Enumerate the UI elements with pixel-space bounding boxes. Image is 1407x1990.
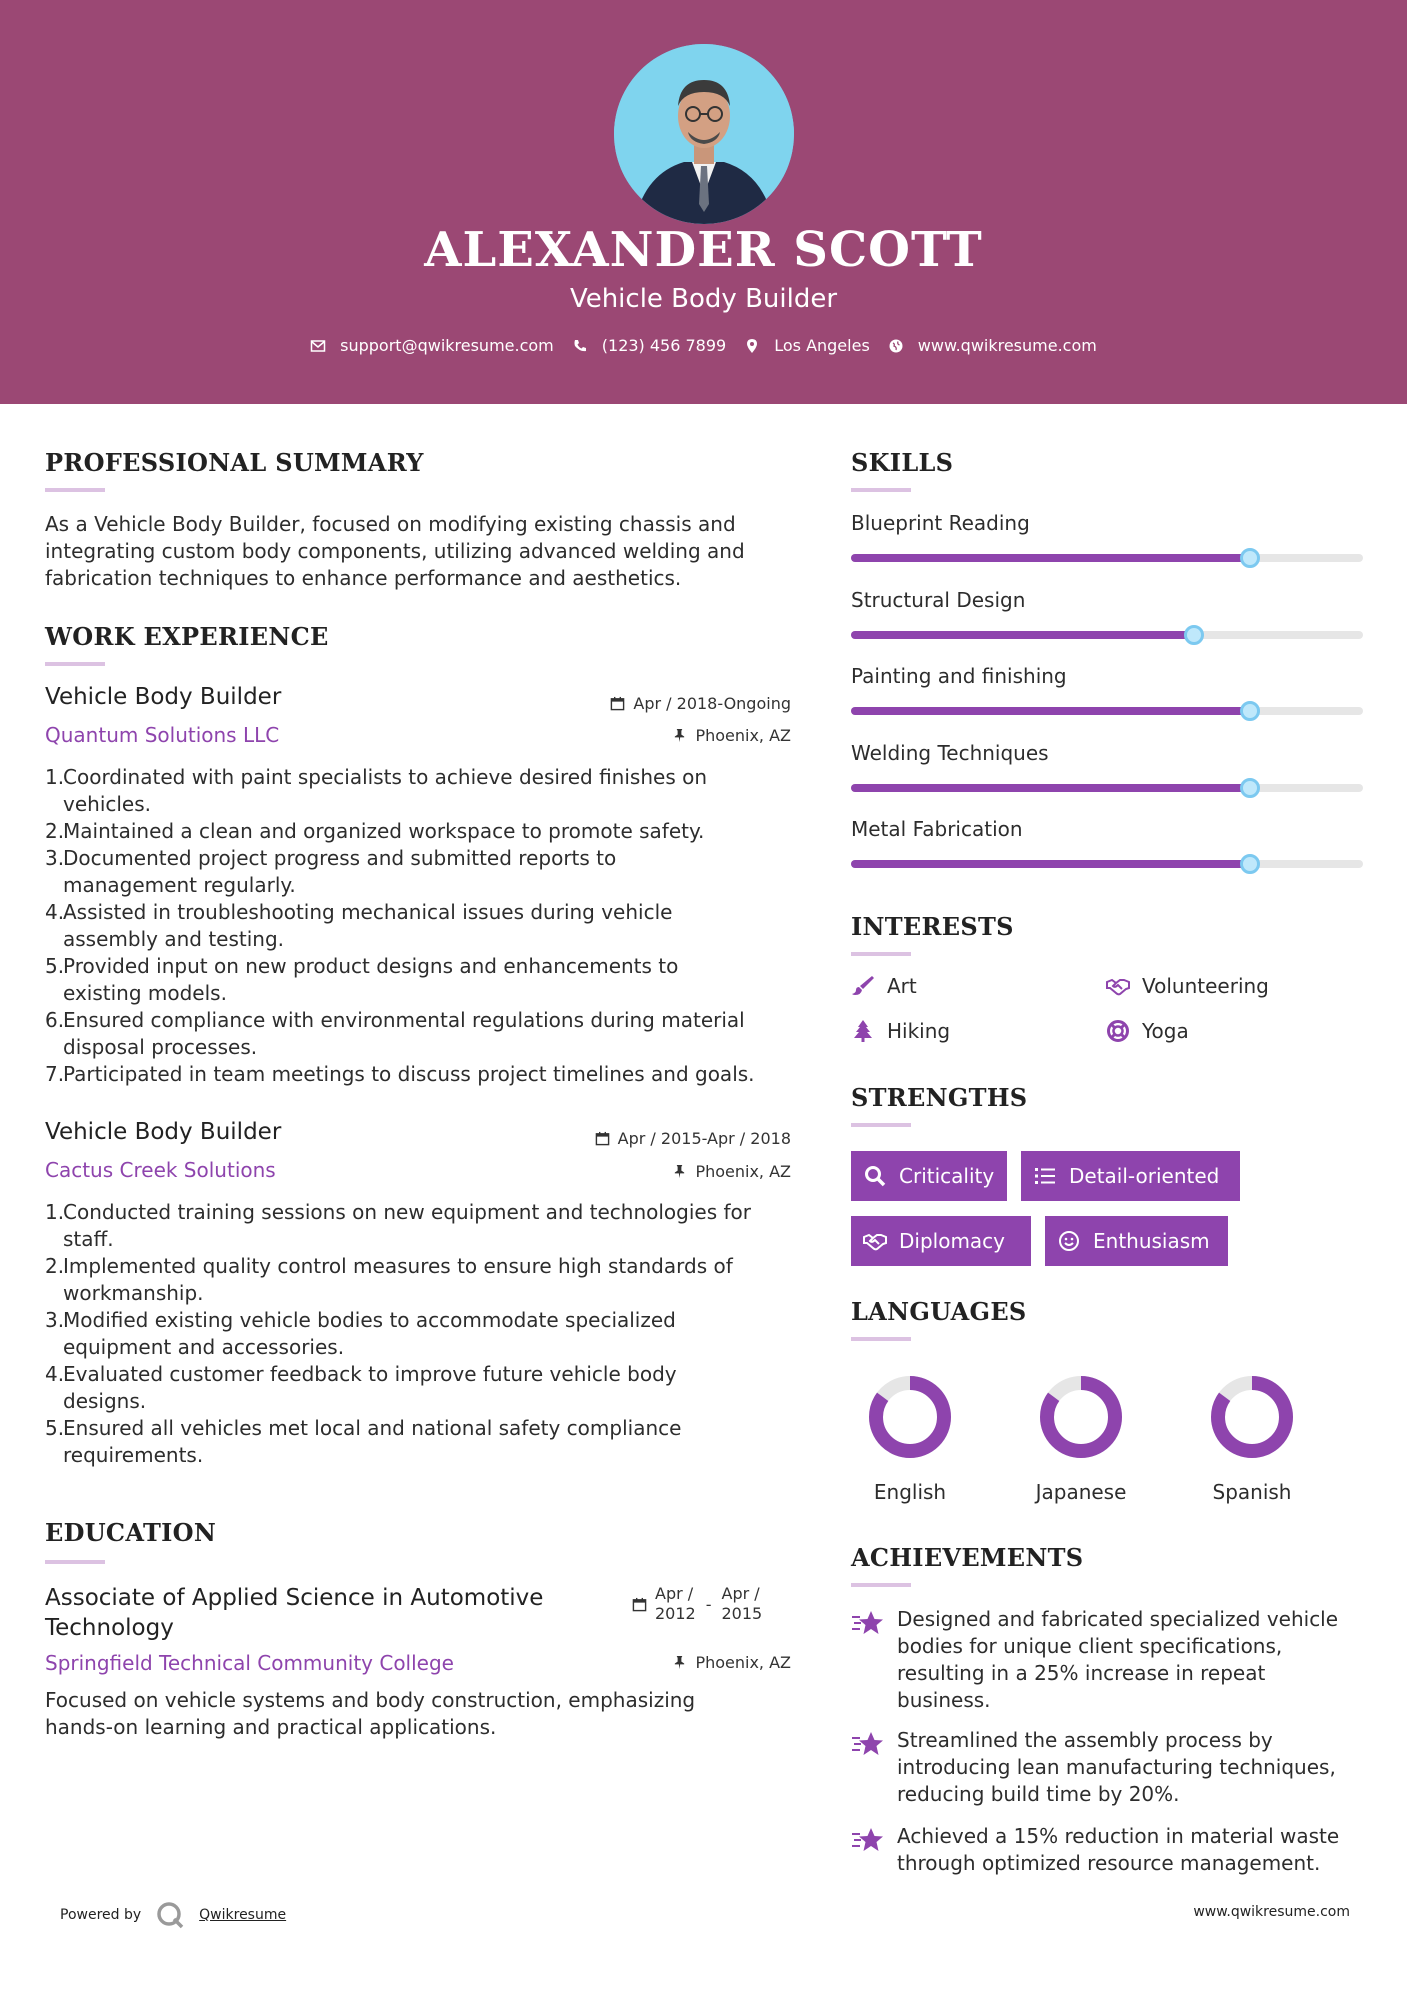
job-company: Cactus Creek Solutions [45,1158,276,1182]
skill-level-knob [1240,778,1260,798]
language-donut [865,1372,955,1462]
summary-line: integrating custom body components, utilizing advanced welding and [45,539,745,563]
website-text: www.qwikresume.com [917,336,1097,355]
phone-text: (123) 456 7899 [601,336,727,355]
interest-label: Art [887,974,917,998]
calendar-icon [632,1597,647,1612]
degree-line: Technology [45,1615,174,1641]
skill-label: Blueprint Reading [851,511,1030,535]
languages-heading: LANGUAGES [851,1297,1027,1326]
summary-line: As a Vehicle Body Builder, focused on modifying existing chassis and [45,512,736,536]
experience-rule [45,662,105,666]
candidate-name: ALEXANDER SCOTT [424,222,983,278]
person-avatar-icon [614,44,794,224]
envelope-icon [310,338,326,354]
pushpin-icon [672,1655,687,1670]
skill-label: Painting and finishing [851,664,1067,688]
achievement-line: business. [897,1688,991,1712]
interest-label: Volunteering [1142,974,1269,998]
skill-bar [851,707,1363,715]
bullet-line: Documented project progress and submitted reports to [63,846,617,870]
bullet-number: 4. [45,1362,65,1386]
skill-bar-fill [851,860,1250,868]
bullet-line: workmanship. [63,1281,204,1305]
job-bullets [45,1199,805,1469]
date-part: 2015 [721,1604,763,1623]
degree-line: Associate of Applied Science in Automotive [45,1585,544,1611]
star-icon [851,1729,885,1759]
brand-link[interactable]: Qwikresume [199,1907,287,1923]
handshake-icon [863,1229,887,1253]
language-label: Spanish [1212,1480,1292,1504]
bullet-line: Coordinated with paint specialists to achieve desired finishes on [63,765,708,789]
job-role: Vehicle Body Builder [45,684,282,710]
job-dates-text: Apr / 2015-Apr / 2018 [617,1129,791,1148]
bullet-line: assembly and testing. [63,927,285,951]
language-item [1026,1372,1136,1504]
achievement-line: Designed and fabricated specialized vehicle [897,1607,1339,1631]
achievements-heading: ACHIEVEMENTS [851,1543,1084,1572]
bullet-line: designs. [63,1389,147,1413]
bullet-number: 5. [45,1416,65,1440]
interest-hiking [851,1019,950,1043]
education-heading: EDUCATION [45,1518,217,1547]
bullet-line: Provided input on new product designs and enhancements to [63,954,679,978]
education-desc-line: hands-on learning and practical applications. [45,1715,497,1739]
strength-tag-diplomacy [851,1216,1031,1266]
skill-level-knob [1240,701,1260,721]
job-dates [574,1129,791,1148]
summary-rule [45,488,105,492]
search-icon [863,1164,887,1188]
experience-heading: WORK EXPERIENCE [45,622,329,651]
bullet-line: Participated in team meetings to discuss project timelines and goals. [63,1062,755,1086]
star-icon [851,1825,885,1855]
contact-bar [0,336,1407,355]
skill-level-knob [1184,625,1204,645]
strength-label: Criticality [899,1164,995,1188]
job-bullets [45,764,805,1088]
job-company: Quantum Solutions LLC [45,723,280,747]
list-item [45,1199,805,1253]
skill-level-knob [1240,548,1260,568]
powered-by-text: Powered by [60,1907,142,1923]
job-location-text: Phoenix, AZ [695,1162,791,1181]
skills-rule [851,488,911,492]
summary-heading: PROFESSIONAL SUMMARY [45,448,424,477]
list-item [45,1415,805,1469]
pushpin-icon [672,1164,687,1179]
location-text: Los Angeles [774,336,870,355]
summary-line: fabrication techniques to enhance performance and aesthetics. [45,566,682,590]
education-start-date [655,1584,696,1624]
achievement-text [897,1606,1338,1714]
bullet-number: 1. [45,765,65,789]
interest-volunteering [1106,974,1269,998]
skill-label: Structural Design [851,587,1026,612]
education-desc-line: Focused on vehicle systems and body construction, emphasizing [45,1688,696,1712]
bullet-line: Assisted in troubleshooting mechanical issues during vehicle [63,900,673,924]
interests-rule [851,952,911,956]
education-location [604,1653,791,1672]
list-item [45,845,805,899]
languages-rule [851,1337,911,1341]
achievement-line: Achieved a 15% reduction in material waste [897,1824,1340,1848]
education-dates [632,1584,762,1624]
contact-location [744,336,870,355]
job-location [604,1162,791,1181]
email-text: support@qwikresume.com [340,336,554,355]
life-ring-icon [1106,1019,1130,1043]
language-donut [1036,1372,1126,1462]
bullet-number: 3. [45,846,65,870]
interest-art [851,974,917,998]
achievement-line: introducing lean manufacturing techniques, [897,1755,1336,1779]
tree-icon [851,1019,875,1043]
bullet-line: Evaluated customer feedback to improve future vehicle body [63,1362,677,1386]
calendar-icon [595,1131,610,1146]
language-label: English [873,1480,947,1504]
achievement-item [851,1823,1339,1877]
language-label: Japanese [1035,1480,1127,1504]
language-item [855,1372,965,1504]
skill-label: Welding Techniques [851,740,1049,765]
achievement-item [851,1727,1336,1808]
achievement-line: through optimized resource management. [897,1851,1321,1875]
date-separator: - [705,1594,712,1614]
achievement-text [897,1823,1339,1877]
list-item [45,764,805,818]
list-item [45,1061,805,1088]
list-item [45,818,805,845]
strengths-heading: STRENGTHS [851,1083,1028,1112]
achievements-rule [851,1583,911,1587]
footer-branding [60,1900,286,1930]
achievement-line: resulting in a 25% increase in repeat [897,1661,1266,1685]
skill-bar [851,554,1363,562]
date-part: 2012 [655,1604,696,1623]
handshake-icon [1106,974,1130,998]
contact-phone[interactable] [572,336,726,355]
skill-label: Metal Fabrication [851,817,1023,841]
bullet-line: requirements. [63,1443,204,1467]
bullet-number: 5. [45,954,65,978]
job-location [604,726,791,745]
job-dates [604,694,791,713]
pushpin-icon [672,728,687,743]
skill-bar [851,631,1363,639]
map-pin-icon [744,338,760,354]
skill-level-knob [1240,854,1260,874]
profile-photo [614,44,794,224]
school-name: Springfield Technical Community College [45,1651,454,1675]
bullet-number: 3. [45,1308,65,1332]
achievement-line: reducing build time by 20%. [897,1782,1180,1806]
skill-bar-fill [851,784,1250,792]
bullet-line: staff. [63,1227,114,1251]
list-item [45,1307,805,1361]
skill-bar-fill [851,707,1250,715]
candidate-title: Vehicle Body Builder [569,284,838,314]
interest-label: Hiking [887,1019,951,1043]
list-item [45,1007,805,1061]
achievement-text [897,1727,1336,1808]
bullet-line: Ensured compliance with environmental regulations during material [63,1008,745,1032]
date-part: Apr / [655,1584,694,1603]
bullet-line: existing models. [63,981,227,1005]
paint-brush-icon [851,974,875,998]
list-item [45,1361,805,1415]
bullet-number: 7. [45,1062,65,1086]
globe-icon [888,338,904,354]
bullet-number: 2. [45,819,65,843]
interest-yoga [1106,1019,1189,1043]
strength-tag-detail-oriented [1021,1151,1240,1201]
smile-icon [1057,1229,1081,1253]
strength-label: Enthusiasm [1093,1229,1210,1253]
bullet-line: disposal processes. [63,1035,258,1059]
degree-title [45,1583,605,1643]
list-item [45,899,805,953]
education-description [45,1687,805,1741]
bullet-line: Ensured all vehicles met local and national safety compliance [63,1416,682,1440]
contact-website[interactable] [888,336,1097,355]
footer-url[interactable]: www.qwikresume.com [1193,1904,1350,1920]
qwikresume-logo-icon [155,1900,185,1930]
bullet-number: 1. [45,1200,65,1224]
job-role: Vehicle Body Builder [45,1119,282,1145]
language-item [1197,1372,1307,1504]
date-part: Apr / [721,1584,760,1603]
bullet-number: 4. [45,900,65,924]
skills-heading: SKILLS [851,448,954,477]
education-rule [45,1560,105,1564]
skill-bar [851,860,1363,868]
bullet-line: vehicles. [63,792,152,816]
strength-label: Detail-oriented [1069,1164,1220,1188]
achievement-item [851,1606,1338,1714]
list-icon [1033,1164,1057,1188]
contact-email[interactable] [310,336,554,355]
strength-label: Diplomacy [899,1229,1006,1253]
bullet-number: 2. [45,1254,65,1278]
phone-icon [572,338,588,354]
strengths-rule [851,1123,911,1127]
skill-bar [851,784,1363,792]
job-location-text: Phoenix, AZ [695,726,791,745]
strength-tag-enthusiasm [1045,1216,1228,1266]
list-item [45,953,805,1007]
star-icon [851,1608,885,1638]
bullet-line: Maintained a clean and organized workspace to promote safety. [63,819,705,843]
list-item [45,1253,805,1307]
skill-bar-fill [851,631,1194,639]
language-donut [1207,1372,1297,1462]
resume-header [0,0,1407,404]
bullet-line: Conducted training sessions on new equipment and technologies for [63,1200,751,1224]
summary-text [45,511,805,592]
interest-label: Yoga [1142,1019,1189,1043]
skill-bar-fill [851,554,1250,562]
education-location-text: Phoenix, AZ [695,1653,791,1672]
interests-heading: INTERESTS [851,912,1014,941]
bullet-line: management regularly. [63,873,296,897]
job-dates-text: Apr / 2018-Ongoing [633,694,791,713]
calendar-icon [610,696,625,711]
bullet-number: 6. [45,1008,65,1032]
bullet-line: Modified existing vehicle bodies to accommodate specialized [63,1308,676,1332]
achievement-line: bodies for unique client specifications, [897,1634,1283,1658]
bullet-line: Implemented quality control measures to ensure high standards of [63,1254,733,1278]
achievement-line: Streamlined the assembly process by [897,1728,1273,1752]
bullet-line: equipment and accessories. [63,1335,345,1359]
strength-tag-criticality [851,1151,1007,1201]
education-end-date [722,1584,763,1624]
